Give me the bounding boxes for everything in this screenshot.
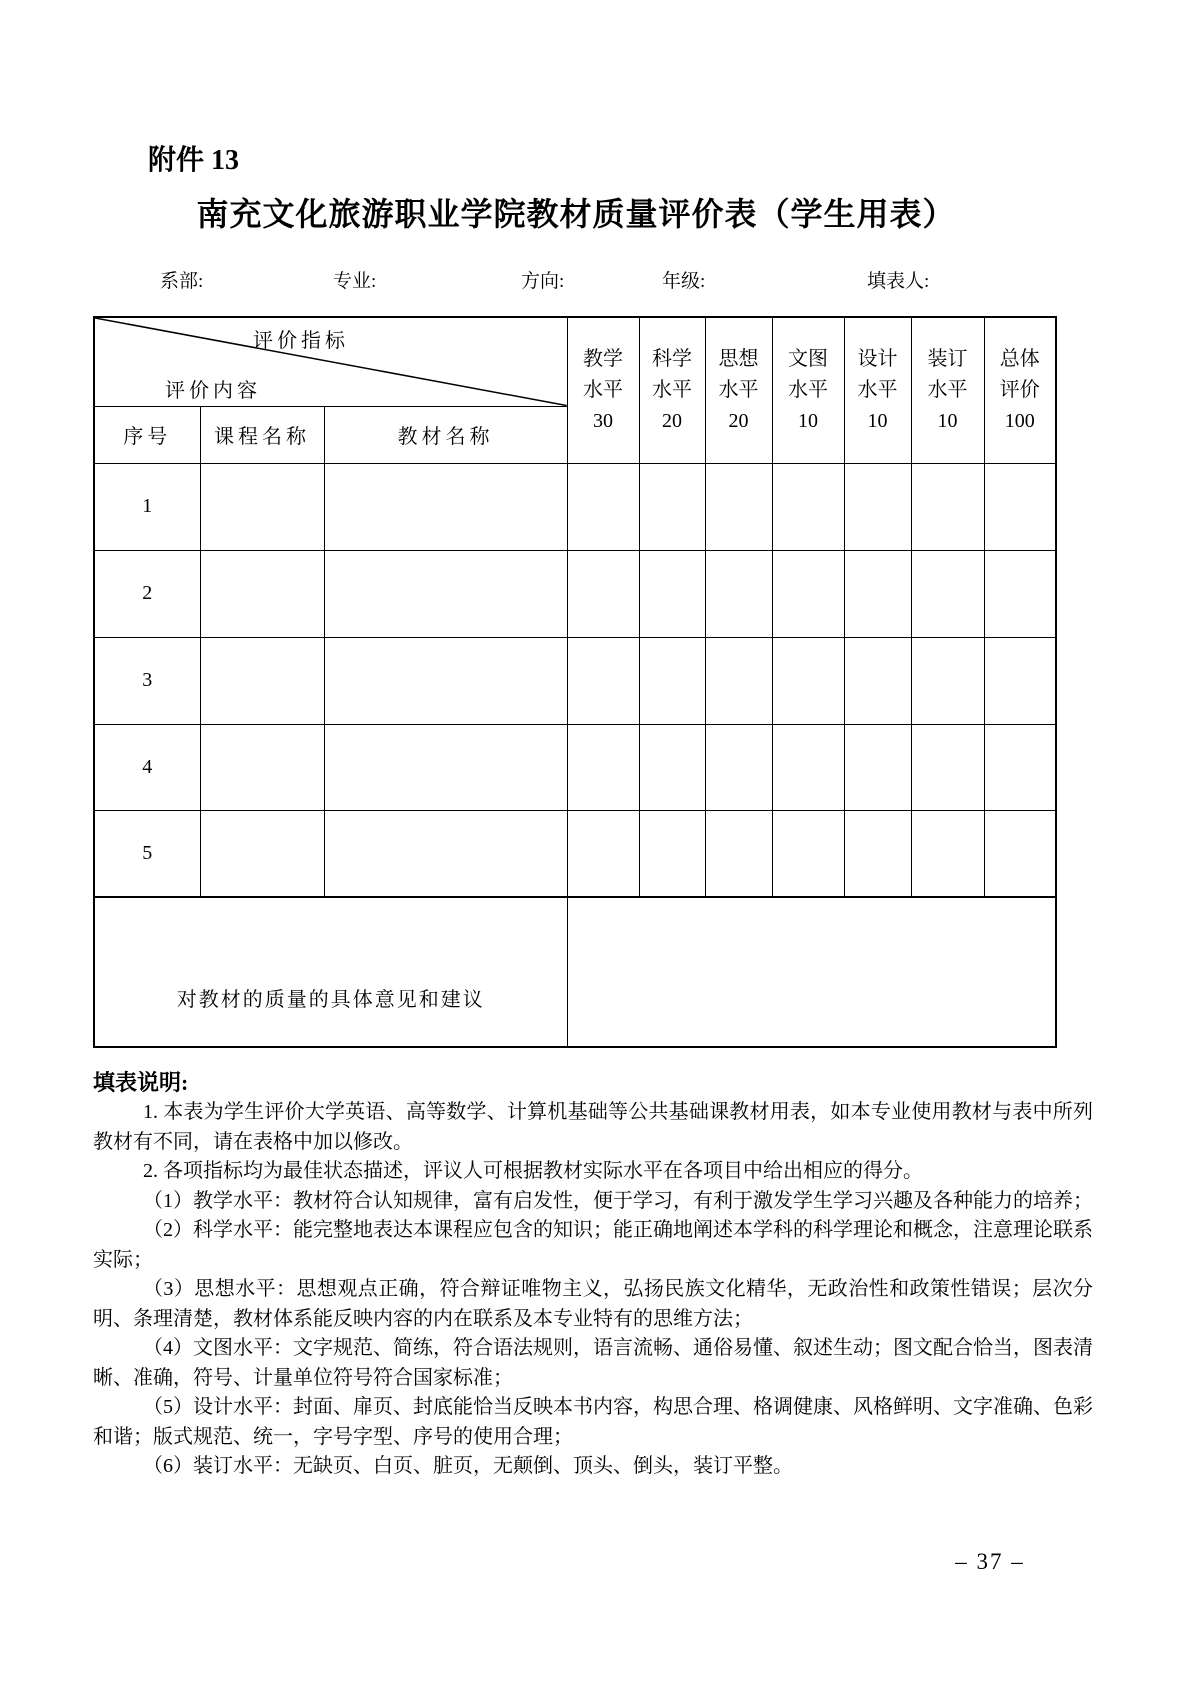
course-name-cell [200, 463, 324, 550]
indicator-name: 文图水平 [788, 347, 828, 401]
score-cell [567, 550, 639, 637]
score-cell [911, 724, 984, 810]
comments-label: 对教材的质量的具体意见和建议 [176, 989, 485, 1011]
note-item: （1）教学水平：教材符合认知规律，富有启发性，便于学习，有利于激发学生学习兴趣及各种能力的培养； [143, 1189, 1093, 1212]
score-cell [772, 724, 844, 810]
form-field-filler: 填表人: [867, 271, 930, 292]
row-number-cell: 2 [94, 550, 200, 637]
score-cell [984, 810, 1056, 897]
score-cell [772, 550, 844, 637]
content-header-textbook: 教材名称 [324, 406, 567, 463]
score-cell [844, 637, 911, 724]
note-item: （5）设计水平：封面、扉页、封底能恰当反映本书内容，构思合理、格调健康、风格鲜明、文字准确、色彩和谐；版式规范、统一，字号字型、序号的使用合理； [93, 1396, 1093, 1448]
indicator-header-text-graphics [772, 317, 844, 463]
score-cell [705, 550, 772, 637]
score-cell [567, 637, 639, 724]
row-number-cell: 5 [94, 810, 200, 897]
note-item: （4）文图水平：文字规范、简练，符合语法规则，语言流畅、通俗易懂、叙述生动；图文配合恰当，图表清晰、准确，符号、计量单位符号符合国家标准； [93, 1337, 1093, 1389]
score-cell [772, 810, 844, 897]
notes-heading: 填表说明: [93, 1070, 189, 1095]
score-cell [844, 550, 911, 637]
score-cell [705, 724, 772, 810]
comments-cell [94, 897, 567, 1047]
content-header-index: 序号 [94, 406, 200, 463]
row-number-cell: 1 [94, 463, 200, 550]
note-item: （2）科学水平：能完整地表达本课程应包含的知识；能正确地阐述本学科的科学理论和概念，注意理论联系实际； [93, 1219, 1093, 1271]
score-cell [705, 637, 772, 724]
evaluation-table [93, 316, 1057, 1048]
indicator-header-science [639, 317, 705, 463]
score-cell [639, 463, 705, 550]
score-cell [639, 724, 705, 810]
indicator-score: 20 [728, 409, 749, 432]
form-field-direction: 方向: [521, 271, 565, 292]
note-item: （3）思想水平：思想观点正确，符合辩证唯物主义，弘扬民族文化精华，无政治性和政策性错误；层次分明、条理清楚，教材体系能反映内容的内在联系及本专业特有的思维方法； [93, 1278, 1093, 1330]
indicator-name: 总体评价 [999, 347, 1040, 401]
diagonal-label-indicators: 评价指标 [253, 330, 349, 352]
indicator-score: 10 [867, 409, 888, 432]
score-cell [984, 724, 1056, 810]
form-fields-row [0, 266, 1190, 296]
score-cell [567, 810, 639, 897]
row-number-cell: 3 [94, 637, 200, 724]
indicator-score: 10 [937, 409, 958, 432]
attachment-label: 附件 13 [148, 145, 240, 176]
score-cell [639, 637, 705, 724]
textbook-name-cell [324, 810, 567, 897]
indicator-score: 20 [662, 409, 682, 432]
score-cell [984, 637, 1056, 724]
score-cell [639, 550, 705, 637]
indicator-name: 科学水平 [652, 347, 692, 401]
row-number-cell: 4 [94, 724, 200, 810]
score-cell [984, 550, 1056, 637]
indicator-score: 30 [593, 409, 613, 432]
score-cell [705, 810, 772, 897]
course-name-cell [200, 810, 324, 897]
score-cell [772, 463, 844, 550]
indicator-header-ideology [705, 317, 772, 463]
content-header-course: 课程名称 [200, 406, 324, 463]
indicator-name: 设计水平 [857, 347, 898, 401]
indicator-header-design [844, 317, 911, 463]
indicator-name: 装订水平 [927, 347, 968, 401]
diagonal-label-content: 评价内容 [165, 380, 261, 402]
page-number: – 37 – [955, 1549, 1025, 1574]
note-item: 2. 各项指标均为最佳状态描述，评议人可根据教材实际水平在各项目中给出相应的得分。 [143, 1160, 923, 1182]
textbook-name-cell [324, 550, 567, 637]
score-cell [984, 463, 1056, 550]
indicator-name: 思想水平 [718, 347, 759, 401]
notes-section [93, 1068, 1093, 1482]
score-cell [844, 463, 911, 550]
course-name-cell [200, 637, 324, 724]
diagonal-header-cell [94, 317, 567, 406]
indicator-header-binding [911, 317, 984, 463]
form-field-major: 专业: [333, 271, 377, 292]
indicator-score: 10 [798, 409, 818, 432]
score-cell [911, 463, 984, 550]
note-item: 1. 本表为学生评价大学英语、高等数学、计算机基础等公共基础课教材用表，如本专业使用教材与表中所列教材有不同，请在表格中加以修改。 [93, 1101, 1093, 1153]
indicator-score: 100 [1004, 409, 1035, 432]
score-cell [911, 810, 984, 897]
score-cell [705, 463, 772, 550]
indicator-name: 教学水平 [583, 347, 623, 401]
page-title: 南充文化旅游职业学院教材质量评价表（学生用表） [196, 196, 956, 232]
score-cell [567, 463, 639, 550]
textbook-name-cell [324, 724, 567, 810]
score-cell [639, 810, 705, 897]
comments-empty-cell [567, 897, 1056, 1047]
textbook-name-cell [324, 637, 567, 724]
form-field-grade: 年级: [662, 271, 706, 292]
indicator-header-teaching [567, 317, 639, 463]
form-field-department: 系部: [160, 271, 204, 292]
course-name-cell [200, 724, 324, 810]
textbook-name-cell [324, 463, 567, 550]
note-item: （6）装订水平：无缺页、白页、脏页，无颠倒、顶头、倒头，装订平整。 [143, 1455, 793, 1477]
score-cell [844, 724, 911, 810]
indicator-header-overall [984, 317, 1056, 463]
score-cell [911, 637, 984, 724]
score-cell [567, 724, 639, 810]
score-cell [844, 810, 911, 897]
course-name-cell [200, 550, 324, 637]
score-cell [772, 637, 844, 724]
score-cell [911, 550, 984, 637]
